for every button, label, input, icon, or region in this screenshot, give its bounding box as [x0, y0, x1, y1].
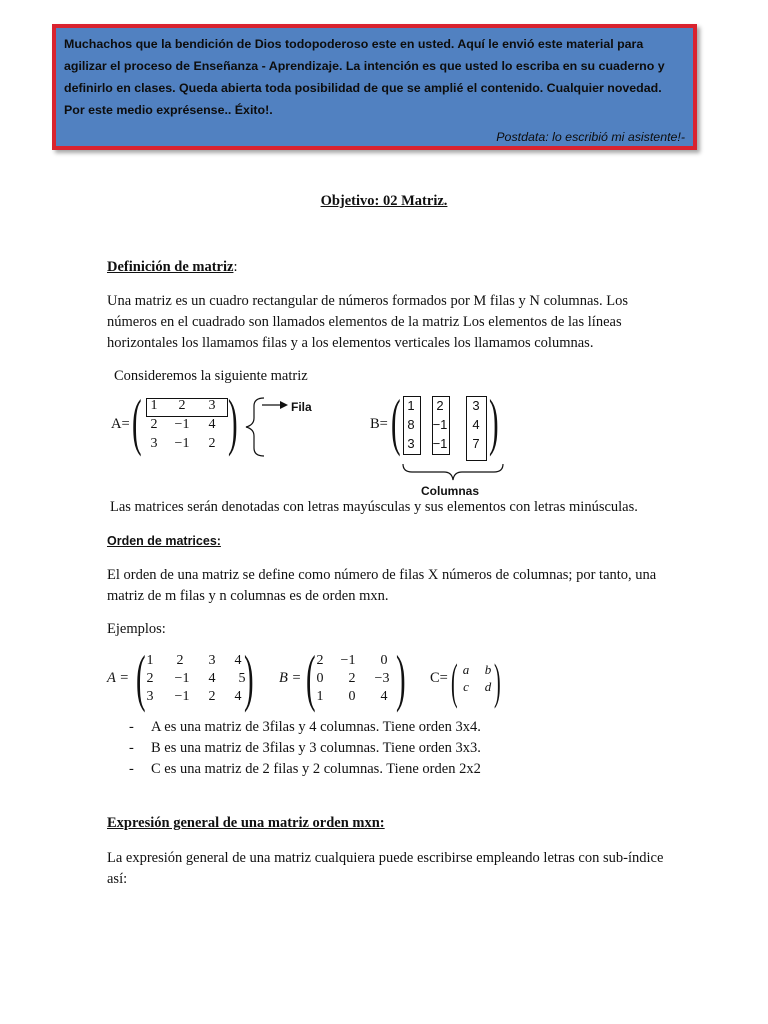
fila-label: Fila: [291, 400, 312, 414]
consider-text: Consideremos la siguiente matriz: [114, 368, 308, 384]
matrix-a: [140, 398, 240, 458]
banner-postdata: Postdata: lo escribió mi asistente!-: [496, 130, 685, 144]
matrix-cell: 0: [380, 653, 388, 668]
matrix-cell: 4: [208, 671, 216, 686]
matrix-cell: −1: [340, 653, 356, 668]
example-matrix-b: [310, 653, 400, 713]
order-paragraph: El orden de una matriz se define como número de filas X números de columnas; por tanto, una matriz de m filas y n columnas es de orden mxn.: [107, 567, 657, 604]
matrix-cell: 2: [316, 653, 324, 668]
section-heading-definition: [107, 259, 237, 276]
matrix-cell: 3: [407, 436, 415, 451]
matrix-cell: 1: [316, 689, 324, 704]
matrix-cell: 3: [208, 398, 216, 413]
matrix-cell: 4: [234, 689, 242, 704]
left-paren: (: [451, 653, 458, 709]
left-paren: (: [132, 386, 142, 457]
columnas-label: Columnas: [421, 484, 480, 498]
matrix-cell: 5: [238, 671, 246, 686]
matrix-cell: −1: [432, 417, 448, 432]
matrix-cell: d: [484, 679, 492, 694]
right-paren: ): [244, 642, 254, 713]
matrix-cell: 3: [150, 436, 158, 451]
matrix-cell: 3: [146, 689, 154, 704]
right-paren: ): [396, 642, 406, 713]
notation-text: Las matrices serán denotadas con letras mayúsculas y sus elementos con letras minúsculas.: [110, 499, 638, 515]
order-list: [129, 717, 481, 780]
note-banner: [52, 24, 697, 150]
example-b-label: B =: [279, 670, 302, 686]
matrix-cell: 1: [407, 398, 415, 413]
example-a-label: A =: [107, 670, 130, 686]
matrix-cell: 2: [176, 653, 184, 668]
matrix-cell: 2: [178, 398, 186, 413]
left-paren: (: [391, 386, 401, 457]
example-matrix-a: [140, 653, 250, 713]
matrix-cell: −1: [432, 436, 448, 451]
matrix-b: [398, 398, 498, 458]
matrix-cell: 2: [348, 671, 356, 686]
right-paren: ): [489, 386, 499, 457]
matrix-cell: 4: [472, 417, 480, 432]
matrix-cell: 1: [150, 398, 158, 413]
heading-text: Definición de matriz: [107, 259, 234, 275]
matrix-cell: 2: [150, 417, 158, 432]
right-paren: ): [494, 653, 501, 709]
matrix-cell: 3: [472, 398, 480, 413]
heading-colon: :: [233, 259, 238, 275]
matrix-cell: −1: [174, 689, 190, 704]
matrix-cell: −1: [174, 436, 190, 451]
matrix-cell: 2: [436, 398, 444, 413]
list-item: - B es una matriz de 3filas y 3 columnas. Tiene orden 3x3.: [129, 740, 481, 756]
matrix-cell: 2: [208, 689, 216, 704]
left-paren: (: [136, 642, 146, 713]
examples-label: Ejemplos:: [107, 621, 166, 637]
definition-paragraph: Una matriz es un cuadro rectangular de números formados por M filas y N columnas. Los números en el cuadrado son llamados elementos de la matriz Los elementos de las líneas horizontales los llamamos filas y a los elementos verticales los llamamos columnas.: [107, 293, 629, 351]
matrix-cell: 1: [146, 653, 154, 668]
matrix-cell: 3: [208, 653, 216, 668]
matrix-cell: 2: [146, 671, 154, 686]
matrix-cell: 4: [234, 653, 242, 668]
matrix-cell: c: [463, 679, 469, 694]
list-item: - C es una matriz de 2 filas y 2 columnas. Tiene orden 2x2: [129, 761, 481, 777]
matrix-cell: 8: [407, 417, 415, 432]
matrix-cell: 7: [472, 436, 480, 451]
section-heading-order: Orden de matrices:: [107, 534, 221, 548]
left-paren: (: [306, 642, 316, 713]
matrix-cell: −3: [374, 671, 390, 686]
matrix-cell: 0: [316, 671, 324, 686]
matrix-b-label: B=: [370, 416, 388, 432]
list-item: - A es una matriz de 3filas y 4 columnas. Tiene orden 3x4.: [129, 719, 481, 735]
matrix-cell: a: [462, 662, 470, 677]
matrix-a-label: A=: [111, 416, 130, 432]
example-c-label: C=: [430, 670, 448, 686]
matrix-cell: 2: [208, 436, 216, 451]
matrix-cell: −1: [174, 671, 190, 686]
matrix-cell: 4: [380, 689, 388, 704]
banner-message: Muchachos que la bendición de Dios todopoderoso este en usted. Aquí le envió este material para agilizar el proceso de Enseñanza - Aprendizaje. La intención es que usted lo escriba en su cuaderno y definirlo en clases. Queda abierta toda posibilidad de que se amplié el contenido. Cualquier novedad. Por este medio exprésense.. Éxito!.: [64, 37, 665, 117]
right-paren: ): [228, 386, 238, 457]
matrix-cell: 0: [348, 689, 356, 704]
matrix-cell: b: [484, 662, 492, 677]
section-heading-general: Expresión general de una matriz orden mxn:: [107, 815, 385, 831]
matrix-cell: 4: [208, 417, 216, 432]
matrix-cell: −1: [174, 417, 190, 432]
page-title: Objetivo: 02 Matriz.: [320, 193, 448, 209]
underbrace-icon: [400, 462, 506, 484]
general-paragraph: La expresión general de una matriz cualquiera puede escribirse empleando letras con sub-índice así:: [107, 850, 664, 887]
